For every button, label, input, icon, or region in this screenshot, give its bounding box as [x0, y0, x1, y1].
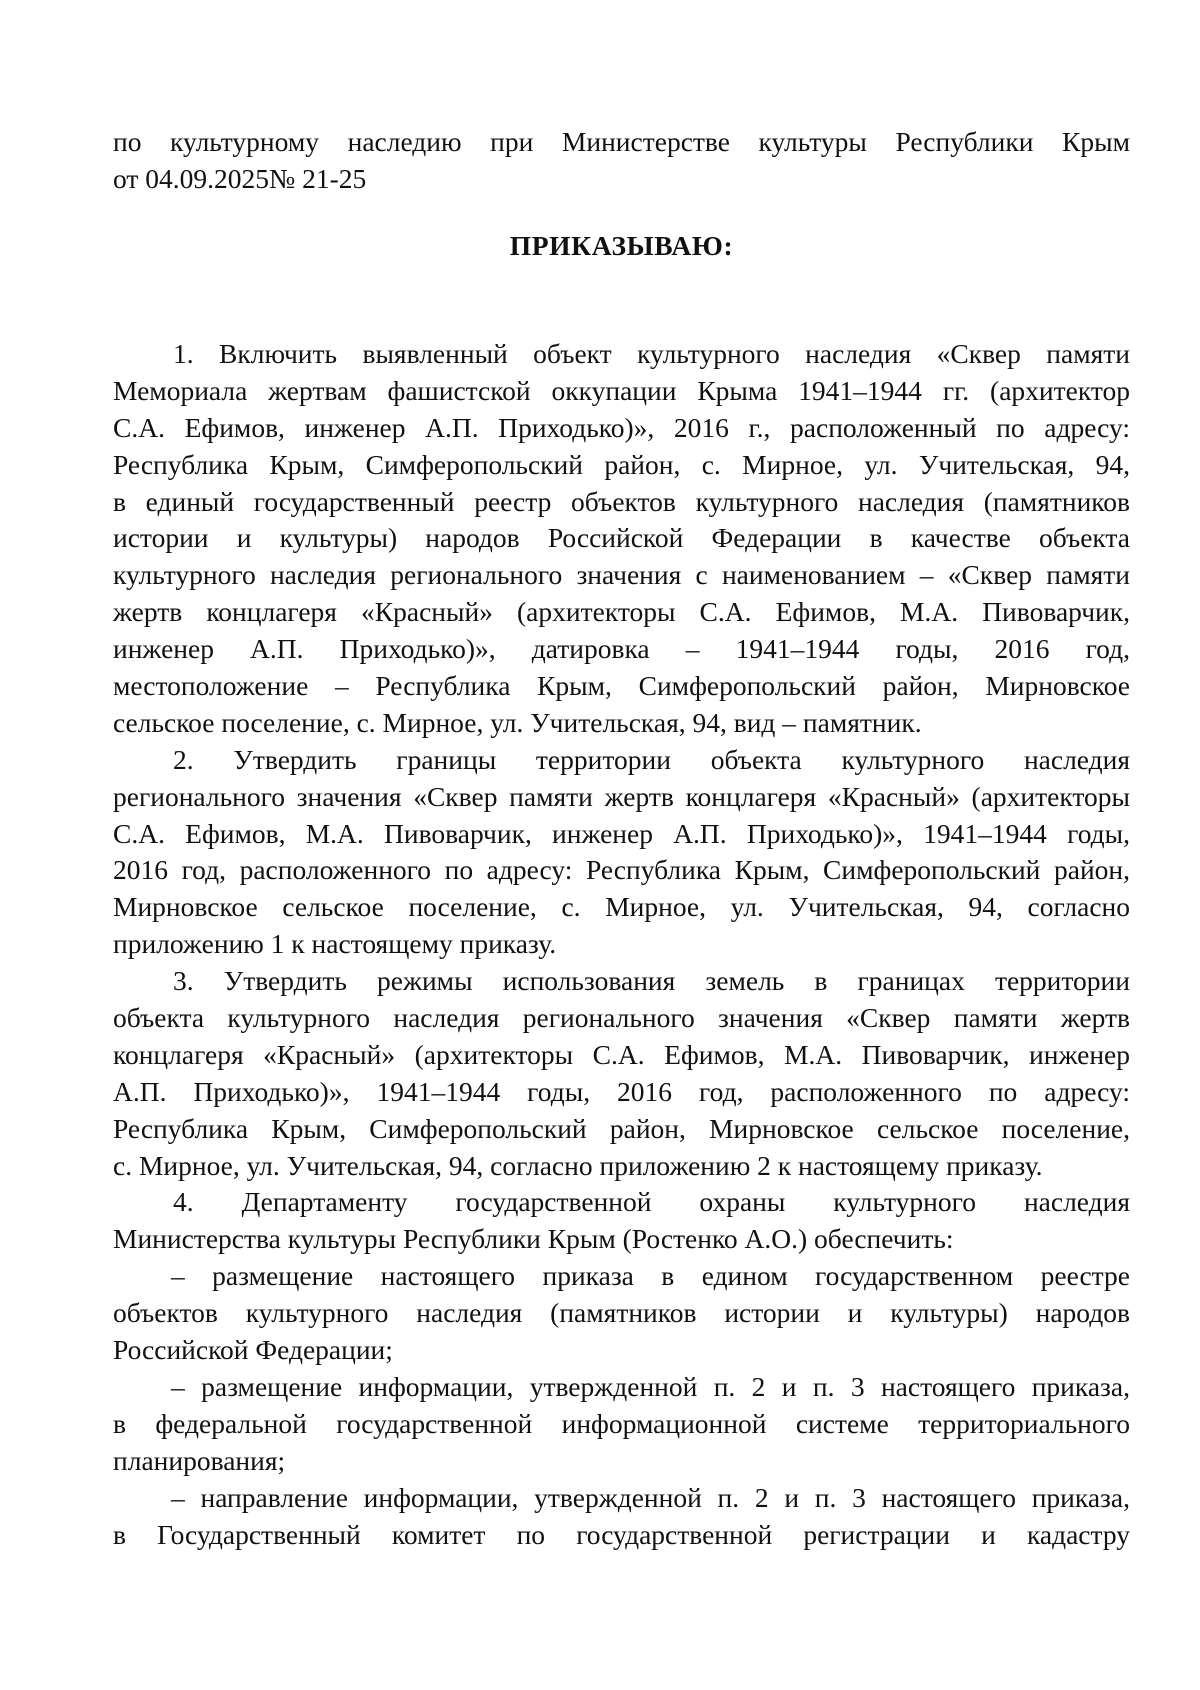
text-line: с. Мирное, ул. Учительская, 94, согласно приложению 2 к настоящему приказу. — [113, 1149, 1043, 1181]
text-line: А.П. Приходько)», 1941–1944 годы, 2016 год, расположенного по адресу: — [113, 1075, 1130, 1107]
text-line: 1. Включить выявленный объект культурного наследия «Сквер памяти — [173, 338, 1130, 369]
text-line: С.А. Ефимов, инженер А.П. Приходько)», 2016 г., расположенный по адресу: — [113, 411, 1130, 443]
text-line: в единый государственный реестр объектов культурного наследия (памятников — [113, 485, 1130, 517]
text-line: истории и культуры) народов Российской Федерации в качестве объекта — [113, 522, 1130, 554]
text-line: 2. Утвердить границы территории объекта культурного наследия — [173, 743, 1130, 775]
text-line: – размещение настоящего приказа в едином государственном реестре — [171, 1260, 1130, 1292]
text-line: местоположение – Республика Крым, Симферопольский район, Мирновское — [113, 670, 1130, 702]
intro-line: от 04.09.2025№ 21-25 — [113, 162, 367, 194]
text-line: Мемориала жертвам фашистской оккупации Крыма 1941–1944 гг. (архитектор — [113, 374, 1130, 406]
order-subitem-3 — [113, 1480, 1130, 1554]
order-heading: ПРИКАЗЫВАЮ: — [509, 230, 734, 261]
text-line: С.А. Ефимов, М.А. Пивоварчик, инженер А.П. Приходько)», 1941–1944 годы, — [113, 817, 1130, 849]
text-line: Республика Крым, Симферопольский район, с. Мирное, ул. Учительская, 94, — [113, 448, 1130, 480]
intro-line: по культурному наследию при Министерстве культуры Республики Крым — [113, 126, 1130, 157]
text-line: Российской Федерации; — [113, 1334, 393, 1366]
text-line: жертв концлагеря «Красный» (архитекторы С.А. Ефимов, М.А. Пивоварчик, — [113, 596, 1130, 628]
text-line: в Государственный комитет по государственной регистрации и кадастру — [113, 1518, 1130, 1550]
text-line: концлагеря «Красный» (архитекторы С.А. Ефимов, М.А. Пивоварчик, инженер — [113, 1038, 1130, 1070]
order-item-1 — [113, 336, 1130, 742]
text-line: – размещение информации, утвержденной п. 2 и п. 3 настоящего приказа, — [171, 1370, 1130, 1402]
order-item-2 — [113, 742, 1130, 963]
text-line: планирования; — [113, 1444, 286, 1476]
text-line: культурного наследия регионального значения с наименованием – «Сквер памяти — [113, 559, 1130, 591]
intro-block — [113, 124, 1130, 198]
text-line: приложению 1 к настоящему приказу. — [113, 928, 557, 960]
text-line: – направление информации, утвержденной п. 2 и п. 3 настоящего приказа, — [171, 1481, 1130, 1513]
text-line: инженер А.П. Приходько)», датировка – 1941–1944 годы, 2016 год, — [113, 633, 1130, 665]
text-line: Министерства культуры Республики Крым (Ростенко А.О.) обеспечить: — [113, 1223, 954, 1255]
text-line: 4. Департаменту государственной охраны культурного наследия — [173, 1186, 1130, 1218]
text-line: 3. Утвердить режимы использования земель в границах территории — [173, 965, 1130, 997]
text-line: Мирновское сельское поселение, с. Мирное, ул. Учительская, 94, согласно — [113, 891, 1130, 923]
text-line: регионального значения «Сквер памяти жертв концлагеря «Красный» (архитекторы — [113, 780, 1130, 812]
order-item-3 — [113, 963, 1130, 1184]
text-line: 2016 год, расположенного по адресу: Республика Крым, Симферопольский район, — [113, 854, 1130, 886]
text-line: объекта культурного наследия регионального значения «Сквер памяти жертв — [113, 1002, 1130, 1034]
order-item-4 — [113, 1184, 1130, 1258]
text-line: сельское поселение, с. Мирное, ул. Учительская, 94, вид – памятник. — [113, 706, 922, 738]
order-subitem-2 — [113, 1369, 1130, 1480]
text-line: Республика Крым, Симферопольский район, Мирновское сельское поселение, — [113, 1112, 1130, 1144]
text-line: в федеральной государственной информационной системе территориального — [113, 1407, 1130, 1439]
order-subitem-1 — [113, 1258, 1130, 1369]
order-body — [113, 336, 1130, 1553]
text-line: объектов культурного наследия (памятников истории и культуры) народов — [113, 1297, 1130, 1329]
